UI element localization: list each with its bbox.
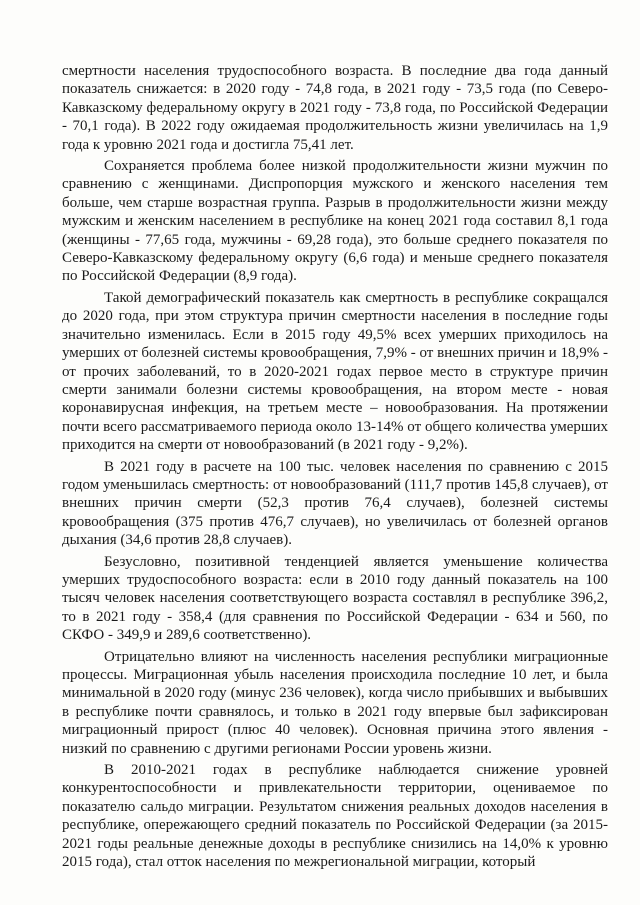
paragraph-migration-balance: В 2010-2021 годах в республике наблюдается снижение уровней конкурентоспособности и привлекательности территории, оцениваемое по показателю сальдо миграции. Результатом снижения реальных доходов населения в республике, опережающего средний показатель по Российской Федерации (за 2015-2021 годы реальные денежные доходы в республике снизились на 14,0% к уровню 2015 года), стал отток населения по межрегиональной миграции, который <box>62 762 608 871</box>
document-page <box>62 62 608 874</box>
paragraph-mortality-2021: В 2021 году в расчете на 100 тыс. человек населения по сравнению с 2015 годом уменьшилась смертность: от новообразований (111,7 против 145,8 случаев), от внешних причин смерти (52,3 против 76,4 случаев), болезней системы кровообращения (375 против 476,7 случаев), но увеличилась от болезней органов дыхания (34,6 против 28,8 случаев). <box>62 458 608 549</box>
paragraph-migration: Отрицательно влияют на численность населения республики миграционные процессы. Миграционная убыль населения происходила последние 10 лет, и была минимальной в 2020 году (минус 236 человек), когда число прибывших и выбывших в республике почти сравнялось, и только в 2021 году впервые был зафиксирован миграционный прирост (плюс 40 человек). Основная причина этого явления - низкий по сравнению с другими регионами России уровень жизни. <box>62 648 608 757</box>
paragraph-life-expectancy-continuation: смертности населения трудоспособного возраста. В последние два года данный показатель снижается: в 2020 году - 74,8 года, в 2021 году - 73,5 года (по Северо-Кавказскому федеральному округу в 2021 году - 73,8 года, по Российской Федерации - 70,1 года). В 2022 году ожидаемая продолжительность жизни увеличилась на 1,9 года к уровню 2021 года и достигла 75,41 лет. <box>62 63 608 153</box>
paragraph-gender-gap: Сохраняется проблема более низкой продолжительности жизни мужчин по сравнению с женщинами. Диспропорция мужского и женского населения тем больше, чем старше возрастная группа. Разрыв в продолжительности жизни между мужским и женским населением в республике на конец 2021 года составил 8,1 года (женщины - 77,65 года, мужчины - 69,28 года), это больше среднего показателя по Северо-Кавказскому федеральному округу (6,6 года) и меньше среднего показателя по Российской Федерации (8,9 года). <box>62 158 608 285</box>
paragraph-mortality-structure: Такой демографический показатель как смертность в республике сокращался до 2020 года, при этом структура причин смертности населения в последние годы значительно изменилась. Если в 2015 году 49,5% всех умерших приходилось на умерших от болезней системы кровообращения, 7,9% - от внешних причин и 18,9% - от прочих заболеваний, то в 2020-2021 годах первое место в структуре причин смерти занимали болезни системы кровообращения, на втором месте - новая коронавирусная инфекция, на третьем месте – новообразования. На протяжении почти всего рассматриваемого периода около 13-14% от общего количества умерших приходится на смерти от новообразований (в 2021 году - 9,2%). <box>62 289 608 454</box>
paragraph-working-age-deaths: Безусловно, позитивной тенденцией является уменьшение количества умерших трудоспособного возраста: если в 2010 году данный показатель на 100 тысяч человек населения соответствующего возраста составлял в республике 396,2, то в 2021 году - 358,4 (для сравнения по Российской Федерации - 634 и 560, по СКФО - 349,9 и 289,6 соответственно). <box>62 553 608 644</box>
